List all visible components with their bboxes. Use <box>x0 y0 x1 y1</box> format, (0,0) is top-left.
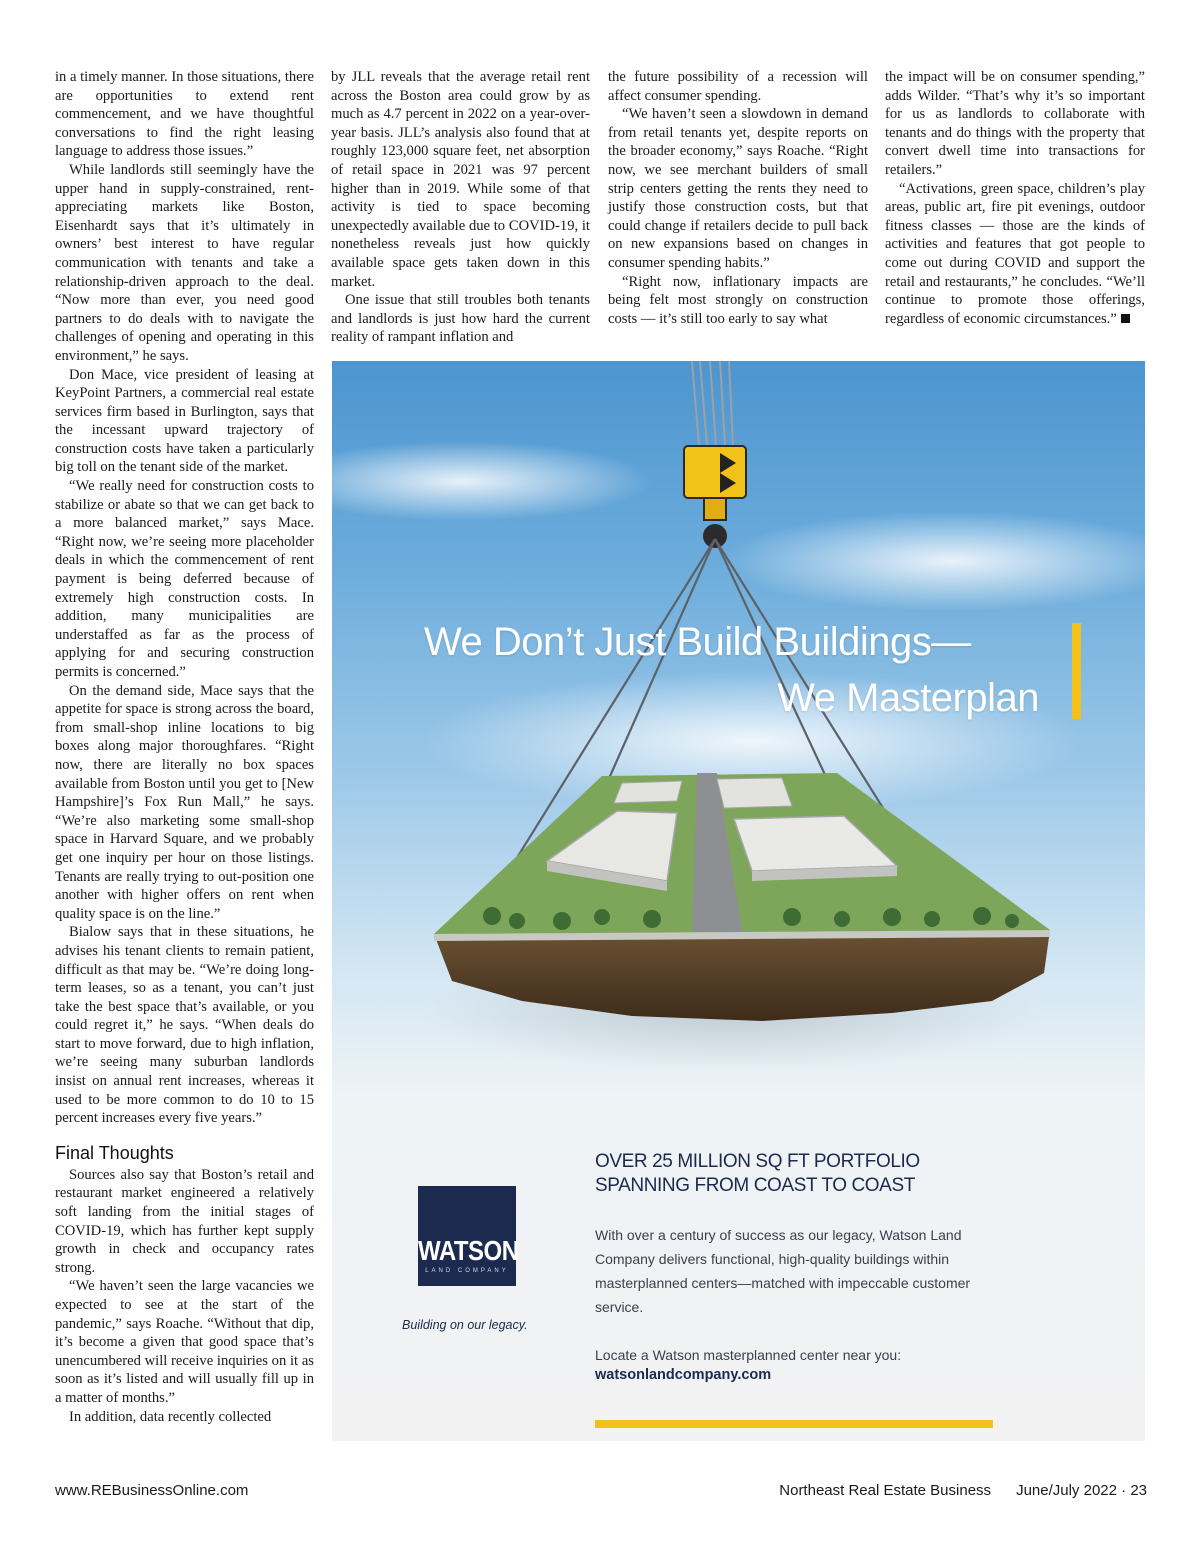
watson-advertisement[interactable] <box>332 361 1145 1441</box>
ad-website-link[interactable]: watsonlandcompany.com <box>595 1367 772 1383</box>
paragraph: the impact will be on consumer spending,” adds Wilder. “That’s why it’s so important for us as landlords to collaborate with tenants and do things with the property that convert dwell time into transactions for retailers.” <box>885 69 1145 178</box>
crane-hook-icon <box>684 446 746 548</box>
footer-website[interactable]: www.REBusinessOnline.com <box>55 1482 249 1499</box>
section-subhead: Final Thoughts <box>55 1142 174 1163</box>
paragraph: Bialow says that in these situations, he advises his tenant clients to remain patient, difficult as that may be. “We’re doing long-term leases, so as a tenant, you can’t just take the best space that’s available, or you could regret it,” he says. “When deals do start to move forward, due to high inflation, we’re seeing many suburban landlords insist on annual rent increases, whereas it used to be more common to do 10 to 15 percent increases every five years.” <box>55 924 314 1127</box>
paragraph-text: “Activations, green space, children’s play areas, public art, fire pit evenings, outdoor fitness classes — those are the kinds of activities and features that got people to come out during COVID and support the retail and restaurants,” he concludes. “We’ll continue to promote those offerings, regardless of economic circumstances.” <box>885 180 1145 327</box>
paragraph: While landlords still seemingly have the upper hand in supply-constrained, rent-appreciating markets like Boston, Eisenhardt says that it’s ultimately in owners’ best interest to have regular communication with tenants and take a relationship-driven approach to the deal. “Now more than ever, you need good partners to do deals with to navigate the challenges of opening and operating in this environment,” he says. <box>55 161 314 364</box>
paragraph: by JLL reveals that the average retail rent across the Boston area could grow by as much as 4.7 percent in 2022 on a year-over-year basis. JLL’s analysis also found that at roughly 123,000 square feet, net absorption of retail space in 2021 was 97 percent higher than in 2019. While some of that activity is tied to space becoming unexpectedly available due to COVID-19, it nonetheless reveals just how quickly available space gets taken down in this market. <box>331 69 590 290</box>
ad-title <box>595 1150 920 1198</box>
ad-locate-text: Locate a Watson masterplanned center near you: <box>595 1347 902 1363</box>
article-column-4 <box>885 68 1145 328</box>
article-column-3 <box>608 68 868 328</box>
ad-footer-bar <box>595 1420 993 1428</box>
ad-tagline: Building on our legacy. <box>402 1318 528 1332</box>
footer-issue: June/July 2022 <box>1016 1482 1117 1499</box>
crane-cables <box>692 361 733 446</box>
logo-wordmark: WATSON <box>418 1235 519 1267</box>
paragraph: the future possibility of a recession will affect consumer spending. <box>608 69 868 104</box>
paragraph <box>885 180 1145 329</box>
cloud <box>332 441 652 521</box>
end-mark-icon <box>1121 314 1130 323</box>
page-number: 23 <box>1130 1482 1147 1499</box>
cloud <box>722 511 1145 611</box>
footer-publication: Northeast Real Estate Business <box>779 1482 992 1499</box>
paragraph: On the demand side, Mace says that the appetite for space is strong across the board, from small-shop inline locations to big boxes along major thoroughfares. “Right now, there are literally no box spaces available from Boston until you get to [New Hampshire]’s Fox Run Mall,” he says. “We’re also marketing some small-shop space in Harvard Square, and we probably get one inquiry per hour on those listings. Tenants are really trying to out-position one another with higher offers on rent when quality space is on the line.” <box>55 682 314 922</box>
paragraph: In addition, data recently collected <box>69 1408 272 1425</box>
footer-separator: · <box>1121 1482 1127 1499</box>
article-column-2 <box>331 68 590 347</box>
logo-subtitle: LAND COMPANY <box>425 1268 509 1274</box>
ad-headline-line-2: We Masterplan <box>777 676 1039 720</box>
paragraph: One issue that still troubles both tenants and landlords is just how hard the current reality of rampant inflation and <box>331 292 590 346</box>
crane-island-illustration <box>332 361 1145 1141</box>
ad-title-line-1: OVER 25 MILLION SQ FT PORTFOLIO <box>595 1151 920 1172</box>
ad-body-text: With over a century of success as our legacy, Watson Land Company delivers functional, high-quality buildings within masterplanned centers—matched with impeccable customer service. <box>595 1227 971 1315</box>
paragraph: “We really need for construction costs to stabilize or abate so that we can get back to a more balanced market,” says Mace. “Right now, we’re seeing more placeholder deals in which the commencement of rent payment is being deferred because of extremely high construction costs. In addition, many municipalities are understaffed as far as the process of applying for and securing construction permits is concerned.” <box>55 478 314 680</box>
watson-logo <box>418 1186 519 1286</box>
ad-title-line-2: SPANNING FROM COAST TO COAST <box>595 1175 915 1196</box>
footer-folio <box>779 1482 1147 1499</box>
article-column-1 <box>55 68 314 1426</box>
paragraph: “We haven’t seen a slowdown in demand from retail tenants yet, despite reports on the broader economy,” says Roache. “Right now, we see merchant builders of small strip centers getting the rents they need to justify those construction costs, but that could change if retailers decide to pull back on new expansions based on changes in consumer spending habits.” <box>608 106 868 271</box>
ad-headline-line-1: We Don’t Just Build Buildings— <box>424 620 971 664</box>
accent-bar <box>1072 623 1081 719</box>
paragraph: in a timely manner. In those situations, there are opportunities to extend rent commencement, and we have thoughtful conversations to find the right leasing language to address those issues.” <box>55 69 314 160</box>
paragraph: Don Mace, vice president of leasing at KeyPoint Partners, a commercial real estate services firm based in Burlington, says that the incessant upward trajectory of construction costs have taken a particularly big toll on the tenant side of the market. <box>55 366 314 476</box>
paragraph: “We haven’t seen the large vacancies we expected to see at the start of the pandemic,” says Roache. “Without that dip, it’s become a given that good space that’s unencumbered will receive inquiries on it as soon as it’s listed and will usually fill up in a matter of months.” <box>55 1278 314 1406</box>
paragraph: “Right now, inflationary impacts are being felt most strongly on construction costs — it’s still too early to say what <box>608 273 868 327</box>
paragraph: Sources also say that Boston’s retail and restaurant market engineered a relatively soft landing from the initial stages of COVID-19, which has further kept supply growth in check and occupancy rates strong. <box>55 1166 314 1276</box>
